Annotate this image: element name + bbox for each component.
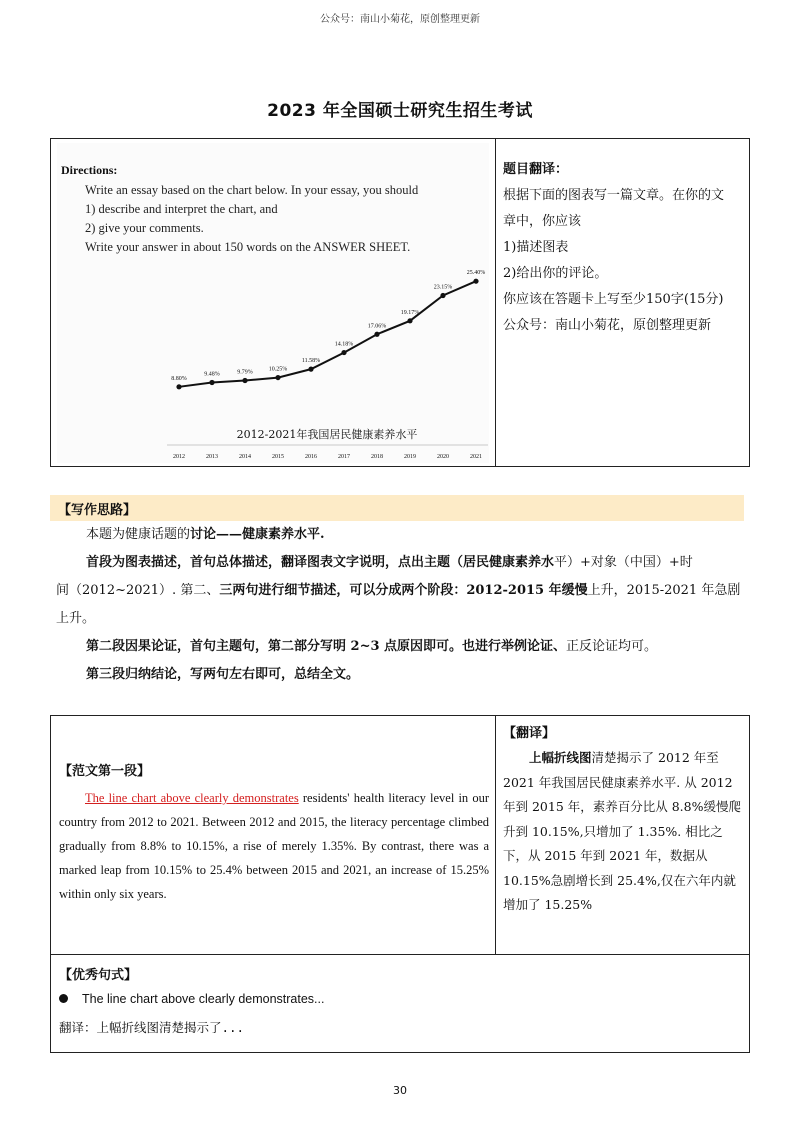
data-point xyxy=(341,350,346,355)
ideas-p1-text: 本题为健康话题的 xyxy=(86,527,191,542)
x-tick-label: 2020 xyxy=(437,454,449,460)
ideas-p3-text: 正反论证均可。 xyxy=(566,639,658,654)
ideas-p2-bold: 首段为图表描述，首句总体描述，翻译图表文字说明，点出主题（居民健康素养水 xyxy=(86,555,555,570)
data-point xyxy=(242,378,247,383)
directions-line: Write your answer in about 150 words on the ANSWER SHEET. xyxy=(85,240,411,254)
line-chart xyxy=(57,143,489,463)
good-sentence-translation: 翻译：上幅折线图清楚揭示了... xyxy=(59,1020,245,1035)
page-title: 2023 年全国硕士研究生招生考试 xyxy=(267,101,533,121)
data-point xyxy=(308,367,313,372)
question-box xyxy=(50,138,750,467)
x-tick-label: 2018 xyxy=(371,454,383,460)
data-point xyxy=(473,279,478,284)
ideas-highlight-bar xyxy=(50,495,744,521)
sample-rest: residents' health literacy level in our country from 2012 to 2021. Between 2012 and 2015, the literacy percentage climbed gradually from 8.8% to 10.15%, a rise of merely 1.35%. By contrast, there was a marked leap from 10.15% to 25.4% between 2015 and 2021, an increase of 15.25% within only six years. xyxy=(59,791,489,901)
ideas-paragraph-2 xyxy=(56,549,744,577)
data-label: 9.48% xyxy=(204,371,220,378)
ideas-paragraph-3 xyxy=(56,633,744,661)
data-label: 25.40% xyxy=(466,270,486,277)
data-label: 17.06% xyxy=(367,323,387,330)
translation-line: 根据下面的图表写一篇文章。在你的文 xyxy=(503,188,725,203)
sample-title: 【范文第一段】 xyxy=(59,764,151,779)
sample-translation-bold: 上幅折线图 xyxy=(529,750,592,765)
data-label: 8.80% xyxy=(171,375,187,382)
column-divider xyxy=(495,139,496,466)
translation-line: 你应该在答题卡上写至少150字(15分) xyxy=(503,292,724,307)
x-tick-label: 2014 xyxy=(239,454,251,460)
ideas-paragraph-2-line2 xyxy=(56,577,744,605)
x-tick-label: 2013 xyxy=(206,454,218,460)
data-point xyxy=(407,318,412,323)
x-tick-label: 2012 xyxy=(173,454,185,460)
translation-line: 1)描述图表 xyxy=(503,240,569,255)
ideas-paragraph-2-line3: 上升。 xyxy=(56,611,96,626)
sample-box xyxy=(50,715,750,1053)
ideas-title: 【写作思路】 xyxy=(58,503,137,518)
data-label: 19.17% xyxy=(400,309,420,316)
x-tick-label: 2015 xyxy=(272,454,284,460)
ideas-paragraph-1 xyxy=(56,521,744,549)
ideas-p3-bold: 第二段因果论证，首句主题句，第二部分写明 2~3 点原因即可。也进行举例论证、 xyxy=(86,639,567,654)
good-sentence-item xyxy=(59,992,324,1006)
data-point xyxy=(275,375,280,380)
question-scan xyxy=(57,143,489,463)
data-label: 10.25% xyxy=(268,366,288,373)
question-translation xyxy=(503,157,743,339)
ideas-p1-bold: 讨论——健康素养水平. xyxy=(190,527,325,542)
translation-title: 题目翻译： xyxy=(503,162,569,177)
data-point xyxy=(176,384,181,389)
translation-line: 公众号：南山小菊花，原创整理更新 xyxy=(503,318,712,333)
data-point xyxy=(209,380,214,385)
x-tick-label: 2019 xyxy=(404,454,416,460)
data-label: 14.18% xyxy=(334,341,354,348)
directions-line: 1) describe and interpret the chart, and xyxy=(85,202,278,216)
sample-row-divider xyxy=(51,954,749,955)
good-sentences-title: 【优秀句式】 xyxy=(59,968,138,983)
ideas-paragraph-4: 第三段归纳结论，写两句左右即可，总结全文。 xyxy=(86,667,360,682)
bullet-icon xyxy=(59,994,68,1003)
directions-heading: Directions: xyxy=(61,163,118,177)
x-tick-label: 2021 xyxy=(470,454,482,460)
sample-column-divider xyxy=(495,716,496,954)
translation-line: 2)给出你的评论。 xyxy=(503,266,608,281)
ideas-p2-text: 平）+对象（中国）+时 xyxy=(554,555,693,570)
directions-line: Write an essay based on the chart below. In your essay, you should xyxy=(85,183,419,197)
sample-translation-title: 【翻译】 xyxy=(503,726,556,741)
ideas-p2-line2-text: 间（2012~2021）. 第二、 xyxy=(56,583,220,598)
page-number: 30 xyxy=(393,1084,407,1097)
data-point xyxy=(440,293,445,298)
sample-translation xyxy=(503,746,743,918)
chart-title: 2012-2021年我国居民健康素养水平 xyxy=(236,428,418,441)
translation-line: 章中，你应该 xyxy=(503,214,582,229)
sample-highlight: The line chart above clearly demonstrates xyxy=(85,791,299,805)
sample-paragraph xyxy=(59,786,489,906)
data-point xyxy=(374,332,379,337)
good-sentence-text: The line chart above clearly demonstrates... xyxy=(82,992,325,1006)
series-line xyxy=(179,281,476,387)
directions-line: 2) give your comments. xyxy=(85,221,204,235)
ideas-p2-line2-bold: 三两句进行细节描述，可以分成两个阶段：2012-2015 年缓慢 xyxy=(219,583,588,598)
data-label: 9.79% xyxy=(237,369,253,376)
data-label: 11.58% xyxy=(301,358,321,365)
data-label: 23.15% xyxy=(433,284,453,291)
x-tick-label: 2016 xyxy=(305,454,317,460)
ideas-p2-line2-end: 上升，2015-2021 年急剧 xyxy=(587,583,741,598)
x-tick-label: 2017 xyxy=(338,454,350,460)
sample-translation-rest: 清楚揭示了 2012 年至 2021 年我国居民健康素养水平. 从 2012 年到 2015 年，素养百分比从 8.8%缓慢爬升到 10.15%,只增加了 1.35%. 相比之下，从 2015 年到 2021 年，数据从 10.15%急剧增长到 25.4%,仅在六年内就增加了 15.25% xyxy=(503,750,741,912)
header-note: 公众号：南山小菊花，原创整理更新 xyxy=(320,14,480,25)
